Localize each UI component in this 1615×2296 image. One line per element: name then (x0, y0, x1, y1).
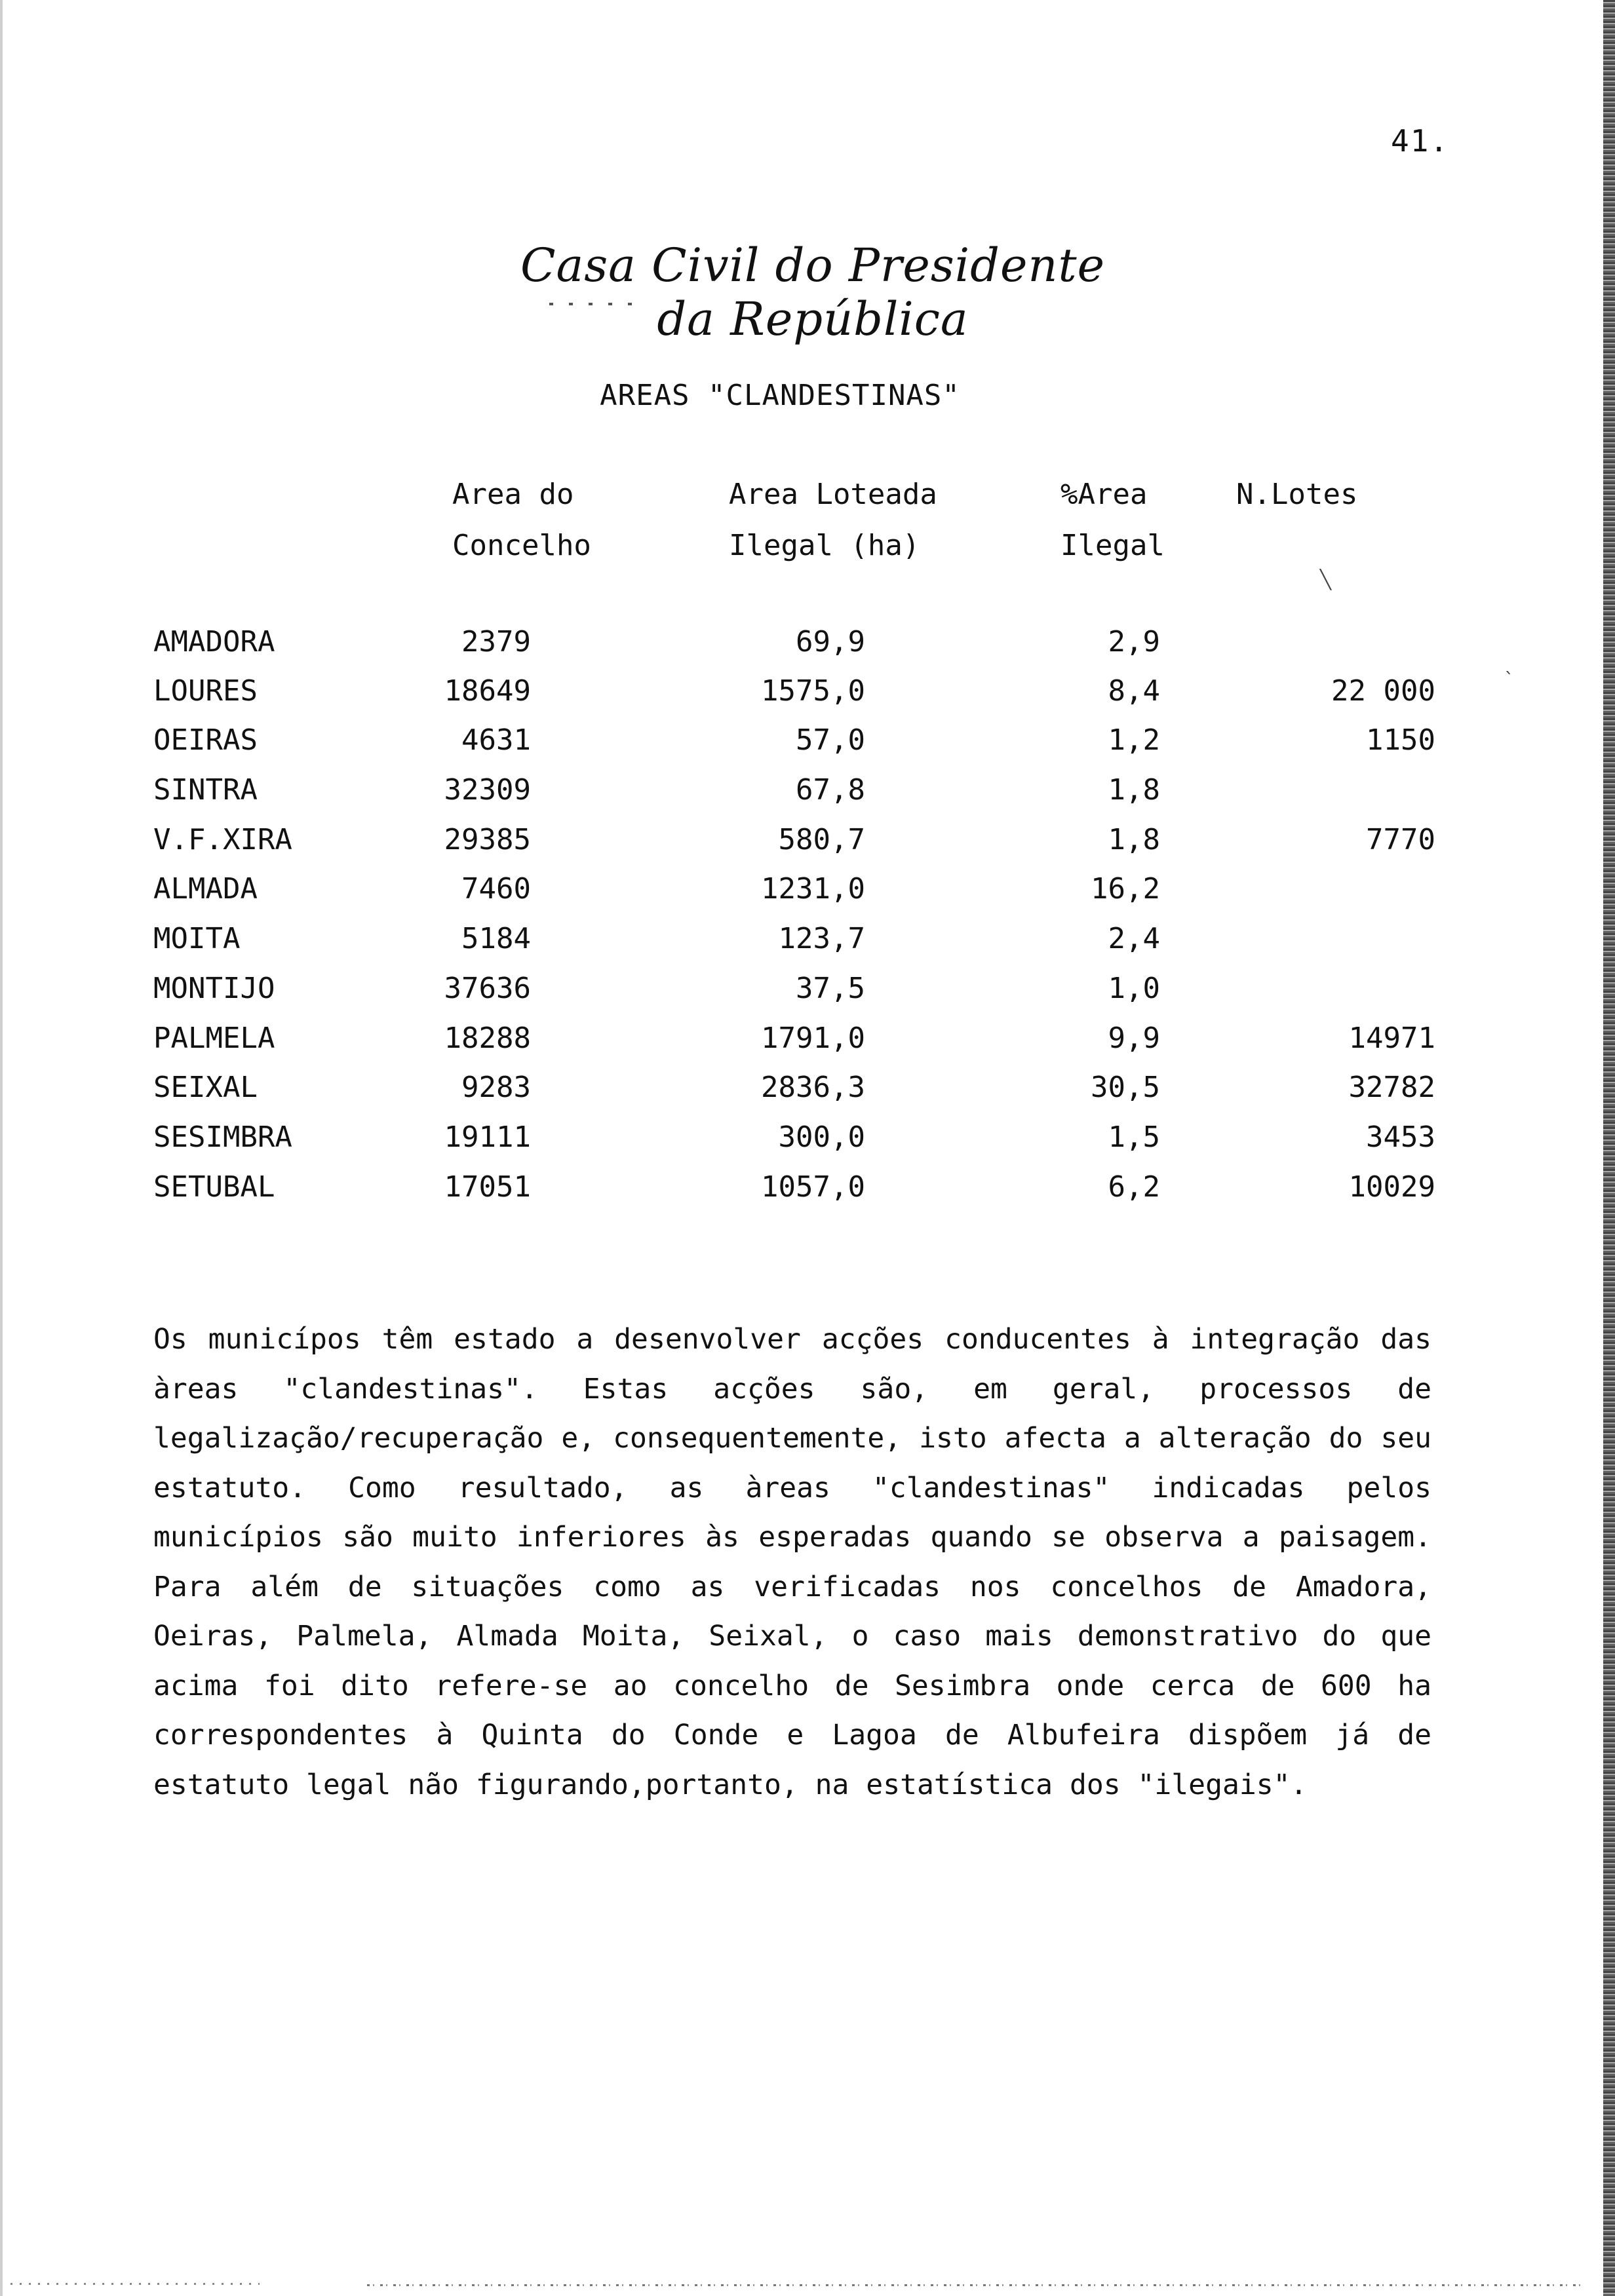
row-name: OEIRAS (153, 723, 258, 757)
body-paragraph: Os municípos têm estado a desenvolver acções conducentes à integração das àreas "clandestinas". Estas acções são, em geral, processos de legalização/recuperação e, consequentemente, isto afecta a alteração do seu estatuto. Como resultado, as àreas "clandestinas" indicadas pelos municípios são muito inferiores às esperadas quando se observa a paisagem. Para além de situações como as verificadas nos concelhos de Amadora, Oeiras, Palmela, Almada Moita, Seixal, o caso mais demonstrativo do que acima foi dito refere-se ao concelho de Sesimbra onde cerca de 600 ha correspondentes à Quinta do Conde e Lagoa de Albufeira dispõem já de estatuto legal não figurando,portanto, na estatística dos "ilegais". (153, 1323, 1431, 1801)
row-area-loteada: 300,0 (778, 1120, 865, 1154)
header-line: %Area (1060, 478, 1148, 511)
row-name: MOITA (153, 922, 241, 955)
header-n-lotes (1236, 469, 1357, 520)
scan-noise (367, 2284, 1586, 2286)
header-pct-area (1060, 469, 1165, 571)
header-line: N.Lotes (1236, 478, 1358, 511)
row-area: 18288 (444, 1022, 531, 1055)
table-row (0, 773, 1615, 823)
row-area-loteada: 1791,0 (761, 1022, 865, 1055)
row-area-loteada: 69,9 (796, 625, 865, 659)
row-name: LOURES (153, 674, 258, 708)
row-pct: 8,4 (1108, 674, 1160, 708)
header-line: Ilegal (1060, 529, 1165, 562)
table-row (0, 972, 1615, 1022)
row-area: 2379 (461, 625, 531, 659)
row-area-loteada: 123,7 (778, 922, 865, 955)
table-row (0, 1120, 1615, 1170)
row-pct: 30,5 (1091, 1071, 1160, 1104)
row-pct: 1,5 (1108, 1120, 1160, 1154)
row-pct: 2,4 (1108, 922, 1160, 955)
header-area-concelho (452, 469, 591, 571)
table-row (0, 1170, 1615, 1220)
row-name: SESIMBRA (153, 1120, 292, 1154)
row-area: 9283 (461, 1071, 531, 1104)
header-line: Ilegal (ha) (729, 529, 920, 562)
row-area-loteada: 1231,0 (761, 872, 865, 906)
row-name: SINTRA (153, 773, 258, 807)
row-pct: 1,0 (1108, 972, 1160, 1005)
page-number: 41. (1391, 123, 1450, 159)
row-area: 32309 (444, 773, 531, 807)
row-name: V.F.XIRA (153, 823, 292, 856)
scan-noise (10, 2283, 260, 2285)
row-pct: 1,2 (1108, 723, 1160, 757)
row-pct: 6,2 (1108, 1170, 1160, 1204)
row-name: SETUBAL (153, 1170, 275, 1204)
header-area-loteada (729, 469, 937, 571)
row-n-lotes: 32782 (1348, 1071, 1435, 1104)
row-area: 5184 (461, 922, 531, 955)
stray-mark: ╲ (1320, 569, 1331, 590)
row-area: 7460 (461, 872, 531, 906)
stray-mark: ` (1504, 668, 1515, 690)
table-row (0, 1071, 1615, 1120)
row-area: 37636 (444, 972, 531, 1005)
row-name: ALMADA (153, 872, 258, 906)
row-area: 19111 (444, 1120, 531, 1154)
row-n-lotes: 1150 (1366, 723, 1435, 757)
row-n-lotes: 10029 (1348, 1170, 1435, 1204)
row-n-lotes: 14971 (1348, 1022, 1435, 1055)
table-row (0, 723, 1615, 773)
row-name: AMADORA (153, 625, 275, 659)
row-area-loteada: 1575,0 (761, 674, 865, 708)
row-pct: 1,8 (1108, 773, 1160, 807)
row-pct: 16,2 (1091, 872, 1160, 906)
table-row (0, 674, 1615, 724)
row-pct: 1,8 (1108, 823, 1160, 856)
table-row (0, 625, 1615, 675)
header-line: Area do (452, 478, 574, 511)
row-area-loteada: 2836,3 (761, 1071, 865, 1104)
row-area: 18649 (444, 674, 531, 708)
row-name: MONTIJO (153, 972, 275, 1005)
letterhead-dots (549, 303, 634, 305)
row-n-lotes: 3453 (1366, 1120, 1435, 1154)
row-area-loteada: 580,7 (778, 823, 865, 856)
row-area: 29385 (444, 823, 531, 856)
table-row (0, 1022, 1615, 1071)
row-area-loteada: 1057,0 (761, 1170, 865, 1204)
table-row (0, 872, 1615, 922)
row-area-loteada: 57,0 (796, 723, 865, 757)
table-row (0, 823, 1615, 873)
row-pct: 2,9 (1108, 625, 1160, 659)
header-line: Area Loteada (729, 478, 937, 511)
row-pct: 9,9 (1108, 1022, 1160, 1055)
row-area: 4631 (461, 723, 531, 757)
row-name: SEIXAL (153, 1071, 258, 1104)
row-n-lotes: 22 000 (1331, 674, 1435, 708)
table-row (0, 922, 1615, 972)
row-area-loteada: 67,8 (796, 773, 865, 807)
header-line: Concelho (452, 529, 591, 562)
table-title: AREAS "CLANDESTINAS" (600, 379, 960, 412)
letterhead: Casa Civil do Presidente da República (520, 239, 1106, 346)
row-n-lotes: 7770 (1366, 823, 1435, 856)
row-area: 17051 (444, 1170, 531, 1204)
row-name: PALMELA (153, 1022, 275, 1055)
row-area-loteada: 37,5 (796, 972, 865, 1005)
